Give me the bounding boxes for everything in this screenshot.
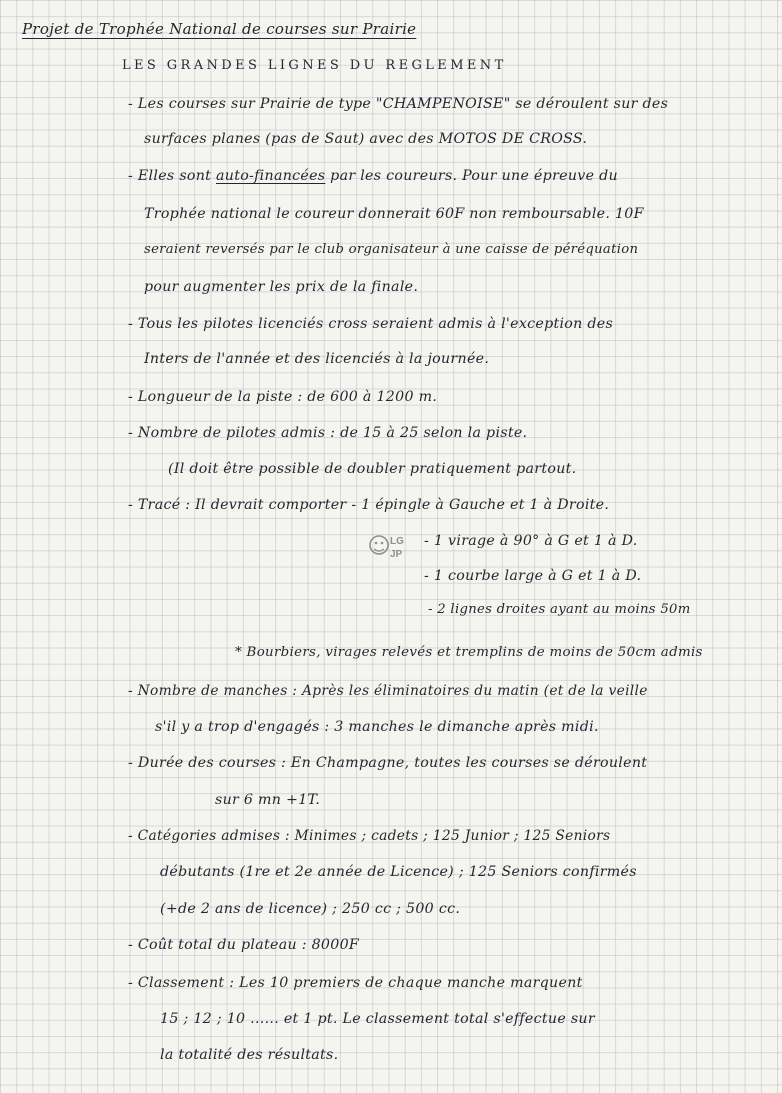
rule-line-3-start: - Elles sont bbox=[128, 168, 216, 184]
rule-line-1: - Les courses sur Prairie de type "CHAMPENOISE" se déroulent sur des bbox=[128, 96, 669, 112]
rule-line-16: * Bourbiers, virages relevés et tremplins de moins de 50cm admis bbox=[235, 645, 703, 660]
rule-line-3 bbox=[128, 168, 618, 184]
rule-line-13: - 1 virage à 90° à G et 1 à D. bbox=[424, 533, 638, 549]
rule-line-20: sur 6 mn +1T. bbox=[215, 792, 321, 808]
rule-line-10: - Nombre de pilotes admis : de 15 à 25 selon la piste. bbox=[128, 425, 528, 441]
rule-line-8: Inters de l'année et des licenciés à la journée. bbox=[144, 351, 490, 367]
archive-stamp-icon bbox=[366, 526, 412, 568]
rule-line-12: - Tracé : Il devrait comporter - 1 épingle à Gauche et 1 à Droite. bbox=[128, 497, 610, 513]
rule-line-3-end: par les coureurs. Pour une épreuve du bbox=[325, 168, 618, 184]
rule-line-15: - 2 lignes droites ayant au moins 50m bbox=[428, 602, 691, 617]
rule-line-17: - Nombre de manches : Après les éliminatoires du matin (et de la veille bbox=[128, 683, 648, 699]
rule-line-26: 15 ; 12 ; 10 ...... et 1 pt. Le classement total s'effectue sur bbox=[160, 1011, 595, 1027]
rule-line-25: - Classement : Les 10 premiers de chaque manche marquent bbox=[128, 975, 583, 991]
rule-line-21: - Catégories admises : Minimes ; cadets ; 125 Junior ; 125 Seniors bbox=[128, 828, 611, 844]
rule-line-4: Trophée national le coureur donnerait 60F non remboursable. 10F bbox=[144, 206, 644, 222]
rule-line-14: - 1 courbe large à G et 1 à D. bbox=[424, 568, 642, 584]
rule-line-5: seraient reversés par le club organisateur à une caisse de péréquation bbox=[144, 242, 639, 257]
svg-text:JP: JP bbox=[390, 549, 403, 560]
document-title: Projet de Trophée National de courses sur Prairie bbox=[22, 20, 417, 38]
rule-line-24: - Coût total du plateau : 8000F bbox=[128, 937, 360, 953]
document-subtitle: LES GRANDES LIGNES DU REGLEMENT bbox=[122, 58, 507, 73]
underlined-phrase: auto-financées bbox=[216, 168, 326, 184]
svg-text:LG: LG bbox=[390, 536, 404, 547]
rule-line-6: pour augmenter les prix de la finale. bbox=[144, 279, 419, 295]
rule-line-18: s'il y a trop d'engagés : 3 manches le dimanche après midi. bbox=[155, 719, 599, 735]
rule-line-11: (Il doit être possible de doubler pratiquement partout. bbox=[168, 461, 577, 477]
rule-line-22: débutants (1re et 2e année de Licence) ; 125 Seniors confirmés bbox=[160, 864, 637, 880]
rule-line-27: la totalité des résultats. bbox=[160, 1047, 339, 1063]
rule-line-19: - Durée des courses : En Champagne, toutes les courses se déroulent bbox=[128, 755, 648, 771]
rule-line-7: - Tous les pilotes licenciés cross seraient admis à l'exception des bbox=[128, 316, 614, 332]
rule-line-9: - Longueur de la piste : de 600 à 1200 m. bbox=[128, 389, 438, 405]
rule-line-2: surfaces planes (pas de Saut) avec des MOTOS DE CROSS. bbox=[144, 131, 588, 147]
rule-line-23: (+de 2 ans de licence) ; 250 cc ; 500 cc. bbox=[160, 901, 461, 917]
